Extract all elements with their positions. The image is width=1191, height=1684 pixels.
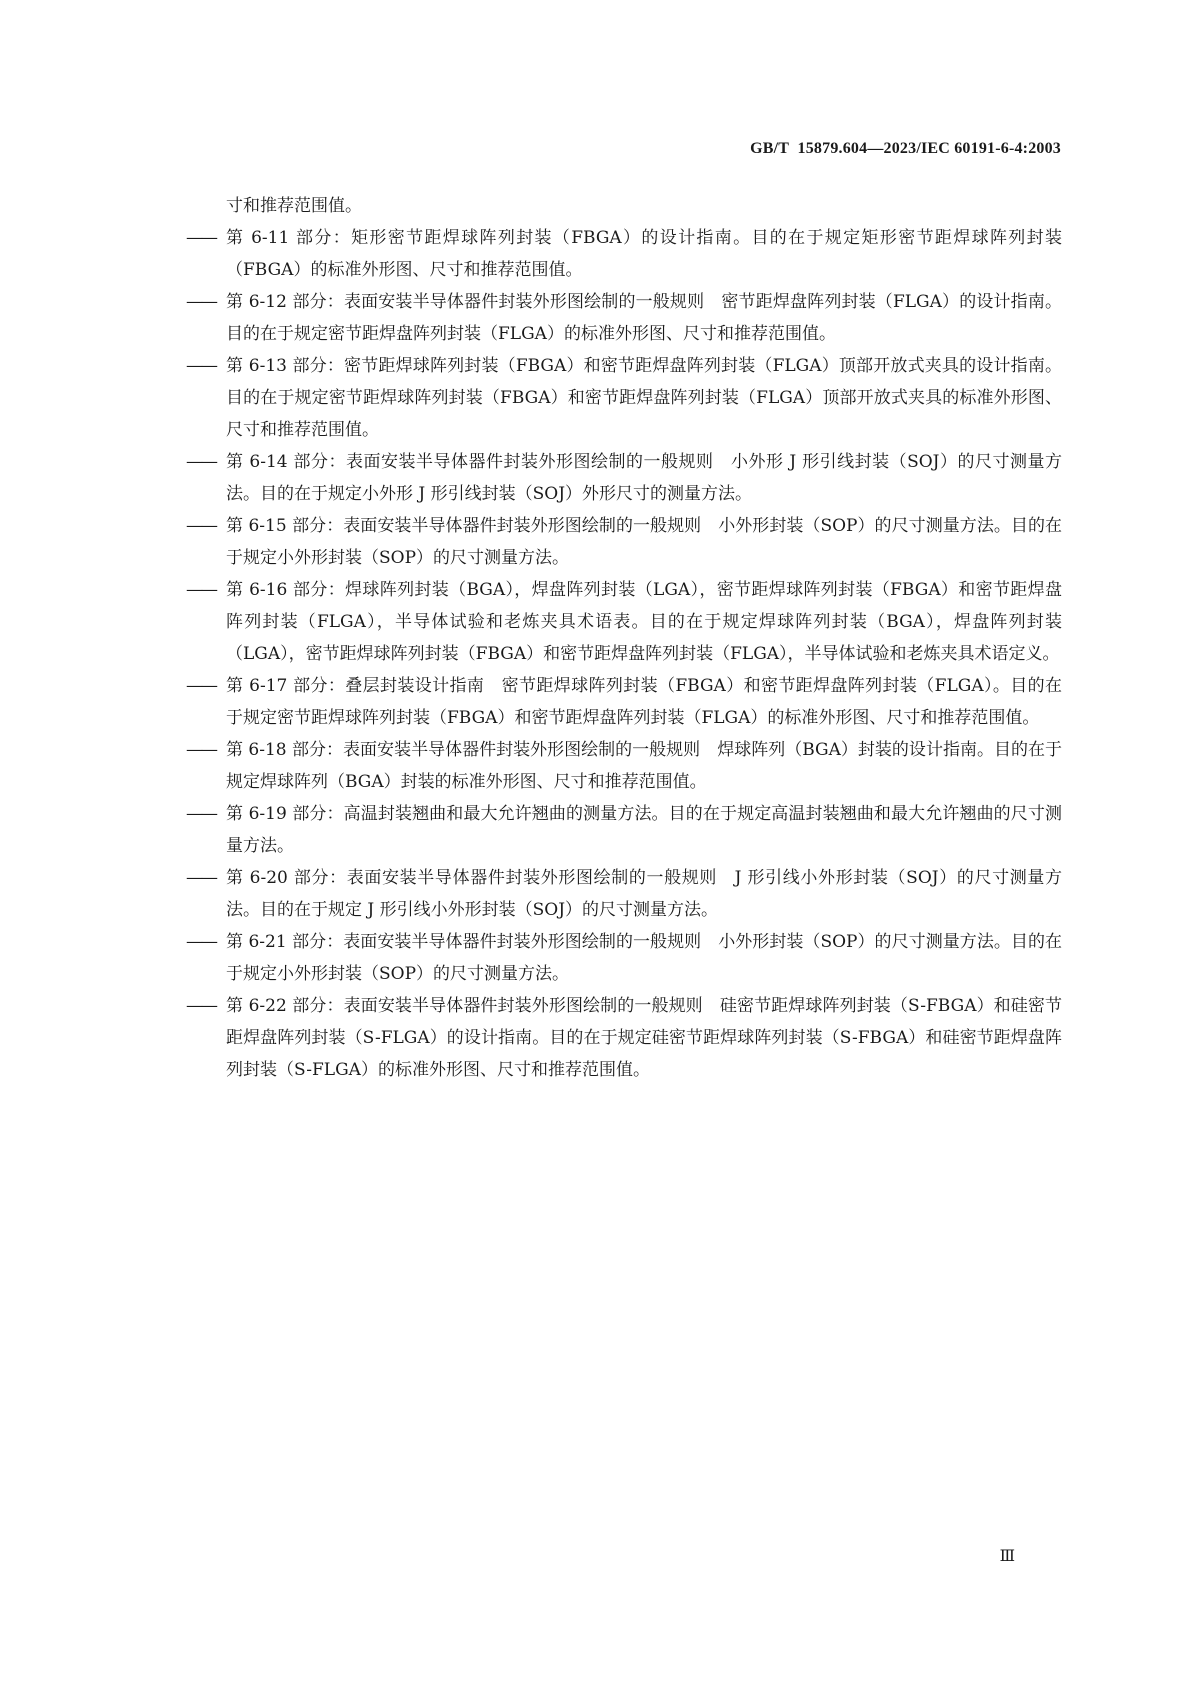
list-item: [186, 734, 1062, 798]
list-dash: ——: [186, 356, 216, 376]
list-item: [186, 222, 1062, 286]
list-item: [186, 990, 1062, 1086]
list-item: [186, 670, 1062, 734]
list-item-text: 第 6-19 部分：高温封装翘曲和最大允许翘曲的测量方法。目的在于规定高温封装翘曲和最大允许翘曲的尺寸测量方法。: [226, 804, 1062, 856]
list-dash: ——: [186, 868, 216, 888]
list-dash: ——: [186, 932, 216, 952]
list-item-text: 第 6-12 部分：表面安装半导体器件封装外形图绘制的一般规则 密节距焊盘阵列封装（FLGA）的设计指南。目的在于规定密节距焊盘阵列封装（FLGA）的标准外形图、尺寸和推荐范围值。: [226, 292, 1062, 344]
list-item: [186, 510, 1062, 574]
list-dash: ——: [186, 228, 216, 248]
list-item: [186, 574, 1062, 670]
list-item-text: 第 6-17 部分：叠层封装设计指南 密节距焊球阵列封装（FBGA）和密节距焊盘阵列封装（FLGA）。目的在于规定密节距焊球阵列封装（FBGA）和密节距焊盘阵列封装（FLGA）的标准外形图、尺寸和推荐范围值。: [226, 676, 1062, 728]
list-dash: ——: [186, 580, 216, 600]
list-item: [186, 286, 1062, 350]
list-dash: ——: [186, 804, 216, 824]
standard-number: 15879.604—2023/IEC 60191-6-4:2003: [797, 140, 1061, 157]
document-header: [750, 140, 1061, 158]
list-item: [186, 926, 1062, 990]
list-item-text: 第 6-14 部分：表面安装半导体器件封装外形图绘制的一般规则 小外形 J 形引线封装（SOJ）的尺寸测量方法。目的在于规定小外形 J 形引线封装（SOJ）外形尺寸的测量方法。: [226, 452, 1062, 504]
list-item-text: 第 6-22 部分：表面安装半导体器件封装外形图绘制的一般规则 硅密节距焊球阵列封装（S-FBGA）和硅密节距焊盘阵列封装（S-FLGA）的设计指南。目的在于规定硅密节距焊球阵列封装（S-FBGA）和硅密节距焊盘阵列封装（S-FLGA）的标准外形图、尺寸和推荐范围值。: [226, 996, 1062, 1080]
list-item-text: 第 6-11 部分：矩形密节距焊球阵列封装（FBGA）的设计指南。目的在于规定矩形密节距焊球阵列封装（FBGA）的标准外形图、尺寸和推荐范围值。: [226, 228, 1062, 280]
list-item: [186, 446, 1062, 510]
list-dash: ——: [186, 516, 216, 536]
page-number: Ⅲ: [999, 1548, 1016, 1565]
list-item-text: 第 6-18 部分：表面安装半导体器件封装外形图绘制的一般规则 焊球阵列（BGA）封装的设计指南。目的在于规定焊球阵列（BGA）封装的标准外形图、尺寸和推荐范围值。: [226, 740, 1062, 792]
document-body: [186, 190, 1062, 1086]
list-item-text: 第 6-20 部分：表面安装半导体器件封装外形图绘制的一般规则 J 形引线小外形封装（SOJ）的尺寸测量方法。目的在于规定 J 形引线小外形封装（SOJ）的尺寸测量方法。: [226, 868, 1062, 920]
list-dash: ——: [186, 292, 216, 312]
list-item-text: 第 6-21 部分：表面安装半导体器件封装外形图绘制的一般规则 小外形封装（SOP）的尺寸测量方法。目的在于规定小外形封装（SOP）的尺寸测量方法。: [226, 932, 1062, 984]
list-dash: ——: [186, 676, 216, 696]
list-item: [186, 798, 1062, 862]
list-item-text: 第 6-16 部分：焊球阵列封装（BGA），焊盘阵列封装（LGA），密节距焊球阵列封装（FBGA）和密节距焊盘阵列封装（FLGA），半导体试验和老炼夹具术语表。目的在于规定焊球阵列封装（BGA），焊盘阵列封装（LGA），密节距焊球阵列封装（FBGA）和密节距焊盘阵列封装（FLGA），半导体试验和老炼夹具术语定义。: [226, 580, 1062, 664]
continuation-text: 寸和推荐范围值。: [226, 196, 362, 216]
list-item: [186, 350, 1062, 446]
list-item-text: 第 6-13 部分：密节距焊球阵列封装（FBGA）和密节距焊盘阵列封装（FLGA）顶部开放式夹具的设计指南。目的在于规定密节距焊球阵列封装（FBGA）和密节距焊盘阵列封装（FLGA）顶部开放式夹具的标准外形图、尺寸和推荐范围值。: [226, 356, 1062, 440]
list-item: [186, 862, 1062, 926]
list-dash: ——: [186, 996, 216, 1016]
list-item-text: 第 6-15 部分：表面安装半导体器件封装外形图绘制的一般规则 小外形封装（SOP）的尺寸测量方法。目的在于规定小外形封装（SOP）的尺寸测量方法。: [226, 516, 1062, 568]
list-dash: ——: [186, 740, 216, 760]
standard-code: GB/T: [750, 140, 790, 157]
list-dash: ——: [186, 452, 216, 472]
